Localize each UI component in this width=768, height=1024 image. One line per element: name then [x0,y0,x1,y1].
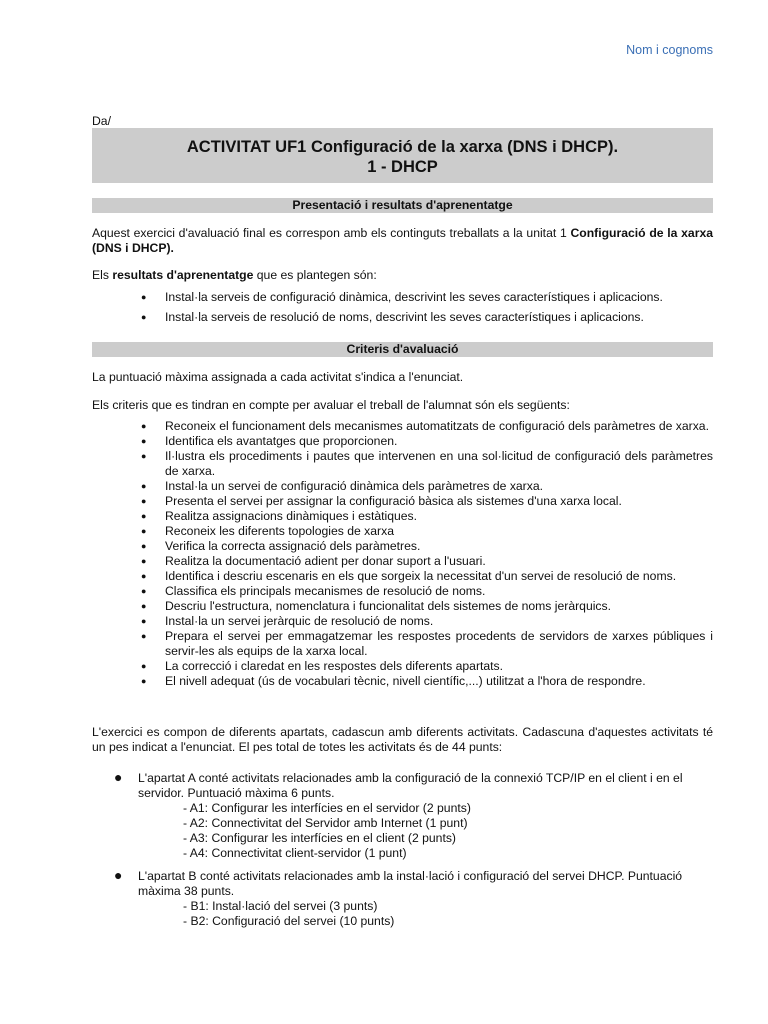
intro-paragraph [92,226,713,256]
list-item [92,569,713,584]
criterion-text: Descriu l'estructura, nomenclatura i funcionalitat dels sistemes de noms jeràrquics. [165,599,612,613]
results-text-pre: Els [92,268,113,282]
list-item [92,599,713,614]
list-item-text: Instal·la serveis de resolució de noms, descrivint les seves característiques i aplicacions. [165,310,644,324]
section-heading-criteria: Criteris d'avaluació [92,342,713,357]
criterion-text: Prepara el servei per emmagatzemar les respostes procedents de servidors de xarxes públiques i servir-les als equips de la xarxa local. [165,629,713,658]
bullet-icon: ● [141,601,147,611]
list-item [92,290,713,305]
bullet-icon: ● [141,312,147,322]
bullet-icon: ● [141,556,147,566]
list-item [92,659,713,674]
list-item [92,419,713,434]
bullet-icon: ● [141,436,147,446]
bullet-icon: ● [141,451,147,461]
bullet-icon: ● [141,292,147,302]
criteria-list [92,419,713,689]
intro-text: Aquest exercici d'avaluació final es correspon amb els continguts treballats a la unitat 1 [92,226,571,240]
results-text-post: que es plantegen són: [253,268,377,282]
list-item [92,614,713,629]
sub-item: - A3: Configurar les interfícies en el client (2 punts) [183,831,456,845]
list-item [92,554,713,569]
list-item [92,479,713,494]
bullet-icon: ● [141,616,147,626]
list-item [92,494,713,509]
list-item [92,771,713,861]
criterion-text: Verifica la correcta assignació dels paràmetres. [165,539,421,553]
part-a-items [138,801,713,861]
criterion-text: Reconeix el funcionament dels mecanismes automatitzats de configuració dels paràmetres de xarxa. [165,419,709,433]
results-paragraph [92,268,713,283]
sub-item: - A2: Connectivitat del Servidor amb Internet (1 punt) [183,816,468,830]
list-item [92,509,713,524]
sub-item: - B1: Instal·lació del servei (3 punts) [183,899,378,913]
bullet-icon: ● [141,496,147,506]
bullet-icon: ● [141,571,147,581]
bullet-icon: ● [114,769,123,785]
criterion-text: Identifica els avantatges que proporcionen. [165,434,398,448]
sub-item: - A1: Configurar les interfícies en el servidor (2 punts) [183,801,471,815]
list-item [92,539,713,554]
list-item [92,434,713,449]
bullet-icon: ● [141,421,147,431]
criterion-text: Reconeix les diferents topologies de xarxa [165,524,394,538]
bullet-icon: ● [114,867,123,883]
criterion-text: Realitza assignacions dinàmiques i estàtiques. [165,509,418,523]
weights-paragraph: L'exercici es compon de diferents apartats, cadascun amb diferents activitats. Cadascuna d'aquestes activitats té un pes indicat a l'enunciat. El pes total de totes les activitats és de 44 punts: [92,725,713,754]
criterion-text: Instal·la un servei de configuració dinàmica dels paràmetres de xarxa. [165,479,544,493]
part-b [92,869,713,929]
criteria-intro-2: Els criteris que es tindran en compte per avaluar el treball de l'alumnat són els següents: [92,398,570,412]
bullet-icon: ● [141,631,147,641]
da-label: Da/ [92,114,111,128]
bullet-icon: ● [141,586,147,596]
list-item [92,524,713,539]
part-b-text: L'apartat B conté activitats relacionades amb la instal·lació i configuració del servei DHCP. Puntuació màxima 38 punts. [138,869,683,898]
sub-item: - A4: Connectivitat client-servidor (1 punt) [183,846,407,860]
title-line-2: 1 - DHCP [367,158,438,176]
results-list [92,290,713,325]
part-a [92,771,713,861]
list-item [92,869,713,929]
part-b-items [138,899,713,929]
criteria-intro-1: La puntuació màxima assignada a cada activitat s'indica a l'enunciat. [92,370,464,384]
criterion-text: Realitza la documentació adient per donar suport a l'usuari. [165,554,486,568]
criterion-text: La correcció i claredat en les respostes dels diferents apartats. [165,659,504,673]
list-item [92,674,713,689]
criterion-text: Il·lustra els procediments i pautes que intervenen en una sol·licitud de configuració dels paràmetres de xarxa. [165,449,713,478]
criterion-text: El nivell adequat (ús de vocabulari tècnic, nivell científic,...) utilitzat a l'hora de respondre. [165,674,646,688]
criterion-text: Instal·la un servei jeràrquic de resolució de noms. [165,614,434,628]
list-item [92,449,713,479]
criterion-text: Presenta el servei per assignar la configuració bàsica als sistemes d'una xarxa local. [165,494,622,508]
bullet-icon: ● [141,541,147,551]
title-line-1: ACTIVITAT UF1 Configuració de la xarxa (DNS i DHCP). [186,138,619,156]
section-heading-presentation: Presentació i resultats d'aprenentatge [92,198,713,213]
bullet-icon: ● [141,511,147,521]
criterion-text: Identifica i descriu escenaris en els que sorgeix la necessitat d'un servei de resolució de noms. [165,569,677,583]
intro-bold: Configuració de la xarxa (DNS i DHCP). [92,226,713,255]
bullet-icon: ● [141,526,147,536]
criterion-text: Classifica els principals mecanismes de resolució de noms. [165,584,486,598]
sub-item: - B2: Configuració del servei (10 punts) [183,914,395,928]
list-item [92,629,713,659]
document-title [92,128,713,183]
author-name: Nom i cognoms [626,43,713,57]
list-item [92,584,713,599]
bullet-icon: ● [141,661,147,671]
list-item [92,310,713,325]
results-bold: resultats d'aprenentatge [112,268,254,282]
part-a-text: L'apartat A conté activitats relacionades amb la configuració de la connexió TCP/IP en el client i en el servidor. Puntuació màxima 6 punts. [138,771,683,800]
bullet-icon: ● [141,481,147,491]
bullet-icon: ● [141,676,147,686]
list-item-text: Instal·la serveis de configuració dinàmica, descrivint les seves característiques i aplicacions. [165,290,663,304]
